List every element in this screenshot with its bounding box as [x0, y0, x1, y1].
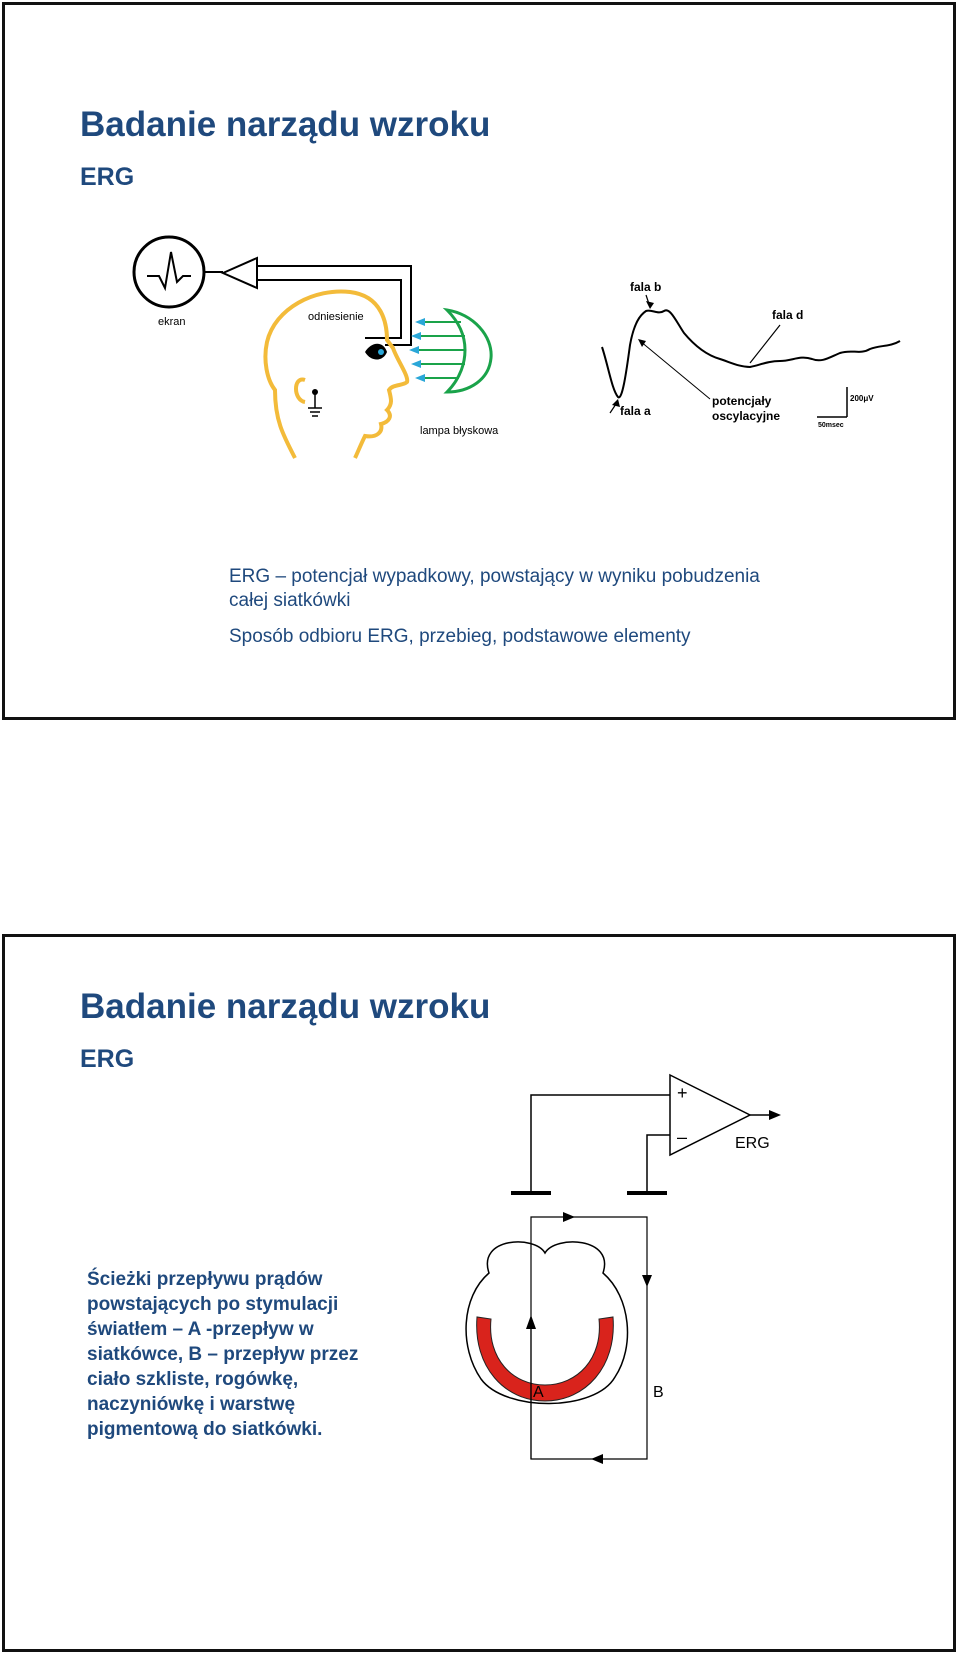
reference-label: odniesienie [308, 311, 364, 323]
osc-potentials-line2: oscylacyjne [712, 409, 781, 423]
erg-trace [602, 310, 900, 397]
erg-definition-line1: ERG – potencjał wypadkowy, powstający w wyniku pobudzenia [229, 566, 760, 587]
amp-plus-sign: + [677, 1083, 688, 1103]
flash-lamp-label: lampa błyskowa [420, 425, 499, 437]
slide-1 [2, 2, 956, 720]
current-paths-description [87, 1267, 417, 1442]
slide-2-subtitle: ERG [80, 1045, 135, 1073]
wave-a-label: fala a [620, 404, 651, 418]
erg-waveform [600, 275, 905, 435]
minus-wire [647, 1135, 670, 1193]
osc-potentials-line1: potencjały [712, 394, 772, 408]
output-arrow [769, 1110, 781, 1120]
amp-output-label: ERG [735, 1135, 770, 1152]
path-b-label: B [653, 1384, 664, 1401]
current-paths-diagram [445, 1067, 805, 1627]
erg-definition-line2: całej siatkówki [229, 590, 351, 611]
amp-minus-sign: – [677, 1127, 688, 1147]
description-line: siatkówce, B – przepływ przez [87, 1344, 359, 1365]
slide-2 [2, 934, 956, 1652]
description-line: światłem – A -przepływ w [87, 1319, 314, 1340]
wave-d-label: fala d [772, 308, 804, 322]
path-top-arrow [563, 1212, 575, 1222]
path-a-label: A [533, 1384, 544, 1401]
description-line: pigmentową do siatkówki. [87, 1419, 323, 1440]
amplifier-symbol [223, 258, 257, 288]
slide-1-subtitle: ERG [80, 163, 135, 191]
description-line: ciało szkliste, rogówkę, [87, 1369, 299, 1390]
erg-topics-line: Sposób odbioru ERG, przebieg, podstawowe elementy [229, 626, 691, 647]
slide-2-title: Badanie narządu wzroku [80, 987, 491, 1026]
description-line: naczyniówkę i warstwę [87, 1394, 296, 1415]
wave-b-label: fala b [630, 280, 662, 294]
erg-setup-diagram [125, 230, 505, 470]
description-line: Ścieżki przepływu prądów [87, 1269, 323, 1290]
description-line: powstających po stymulacji [87, 1294, 339, 1315]
path-b-arrow [642, 1275, 652, 1287]
scale-time-label: 50msec [818, 422, 844, 429]
ear-outline [296, 380, 305, 402]
slide-1-title: Badanie narządu wzroku [80, 105, 491, 144]
scale-voltage-label: 200μV [850, 394, 874, 403]
screen-circle [134, 237, 204, 307]
screen-label: ekran [158, 316, 186, 328]
path-bottom-arrow [591, 1454, 603, 1464]
plus-wire [531, 1095, 670, 1193]
